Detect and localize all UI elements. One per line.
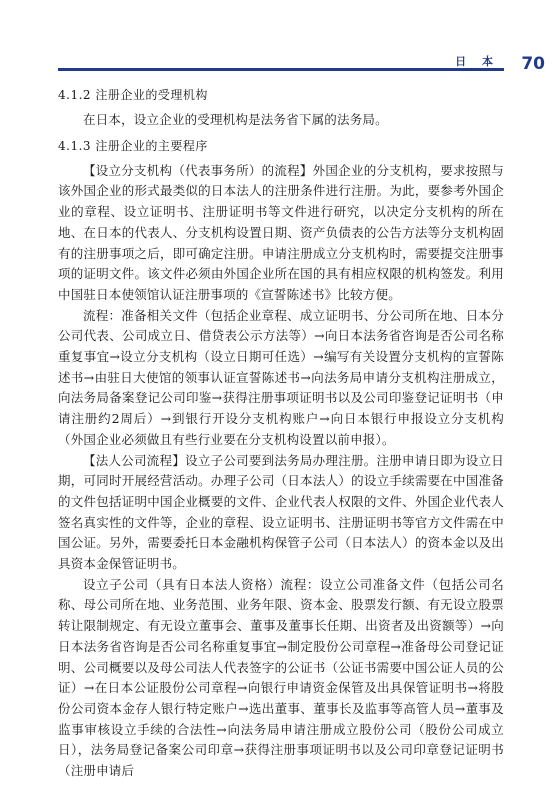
page-header (0, 0, 559, 72)
paragraph: 设立子公司（具有日本法人资格）流程：设立公司准备文件（包括公司名称、母公司所在地、业务范围、业务年限、资本金、股票发行额、有无设立股票转让限制规定、有无设立董事会、董事及董事长任期、出资者及出资额等）→向日本法务省咨询是否公司名称重复事宜→制定股份公司章程→准备母公司登记证明、公司概要以及母公司法人代表签字的公证书（公证书需要中国公证人员的公证）→在日本公证股份公司章程→向银行申请资金保管及出具保管证明书→将股份公司资本金存人银行特定账户→选出董事、董事长及监事等高管人员→董事及监事审核设立手续的合法性→向法务局申请注册成立股份公司（股份公司成立日），法务局登记备案公司印章→获得注册事项证明书以及公司印章登记证明书（注册申请后 (58, 576, 504, 779)
paragraph: 流程：准备相关文件（包括企业章程、成立证明书、分公司所在地、日本分公司代表、公司成立日、借贷表公示方法等）→向日本法务省咨询是否公司名称重复事宜→设立分支机构（设立日期可任选）→编写有关设置分支机构的宣誓陈述书→由驻日大使馆的领事认证宣誓陈述书→向法务局申请分支机构注册成立，向法务局备案登记公司印鉴→获得注册事项证明书以及公司印鉴登记证明书（申请注册约2周后）→到银行开设分支机构账户→向日本银行申报设立分支机构（外国企业必须做且有些行业要在分支机构设置以前申报）。 (58, 307, 504, 447)
paragraph: 在日本，设立企业的受理机构是法务省下属的法务局。 (83, 112, 388, 127)
section-heading-4-1-2: 4.1.2 注册企业的受理机构 (58, 88, 208, 102)
header-rule (58, 68, 504, 71)
country-label: 日 本 (455, 55, 499, 68)
page-content (58, 82, 504, 782)
page-number: 70 (521, 54, 545, 74)
section-heading-4-1-3: 4.1.3 注册企业的主要程序 (58, 138, 208, 153)
paragraph: 【设立分支机构（代表事务所）的流程】外国企业的分支机构，要求按照与该外国企业的形式最类似的日本法人的注册条件进行注册。为此，要参考外国企业的章程、设立证明书、注册证明书等文件进行研究，以决定分支机构的所在地、在日本的代表人、分支机构设置日期、资产负债表的公告方法等分支机构固有的注册事项之后，即可确定注册。申请注册成立分支机构时，需要提交注册事项的证明文件。该文件必须由外国企业所在国的具有相应权限的机构签发。利用中国驻日本使领馆认证注册事项的《宣誓陈述书》比较方便。 (58, 162, 504, 302)
paragraph: 【法人公司流程】设立子公司要到法务局办理注册。注册申请日即为设立日期，可同时开展经营活动。办理子公司（日本法人）的设立手续需要在中国准备的文件包括证明中国企业概要的文件、企业代表人权限的文件、外国企业代表人签名真实性的文件等，企业的章程、设立证明书、注册证明书等官方文件需在中国公证。另外，需要委托日本金融机构保管子公司（日本法人）的资本金以及出具资本金保管证明书。 (58, 452, 504, 572)
